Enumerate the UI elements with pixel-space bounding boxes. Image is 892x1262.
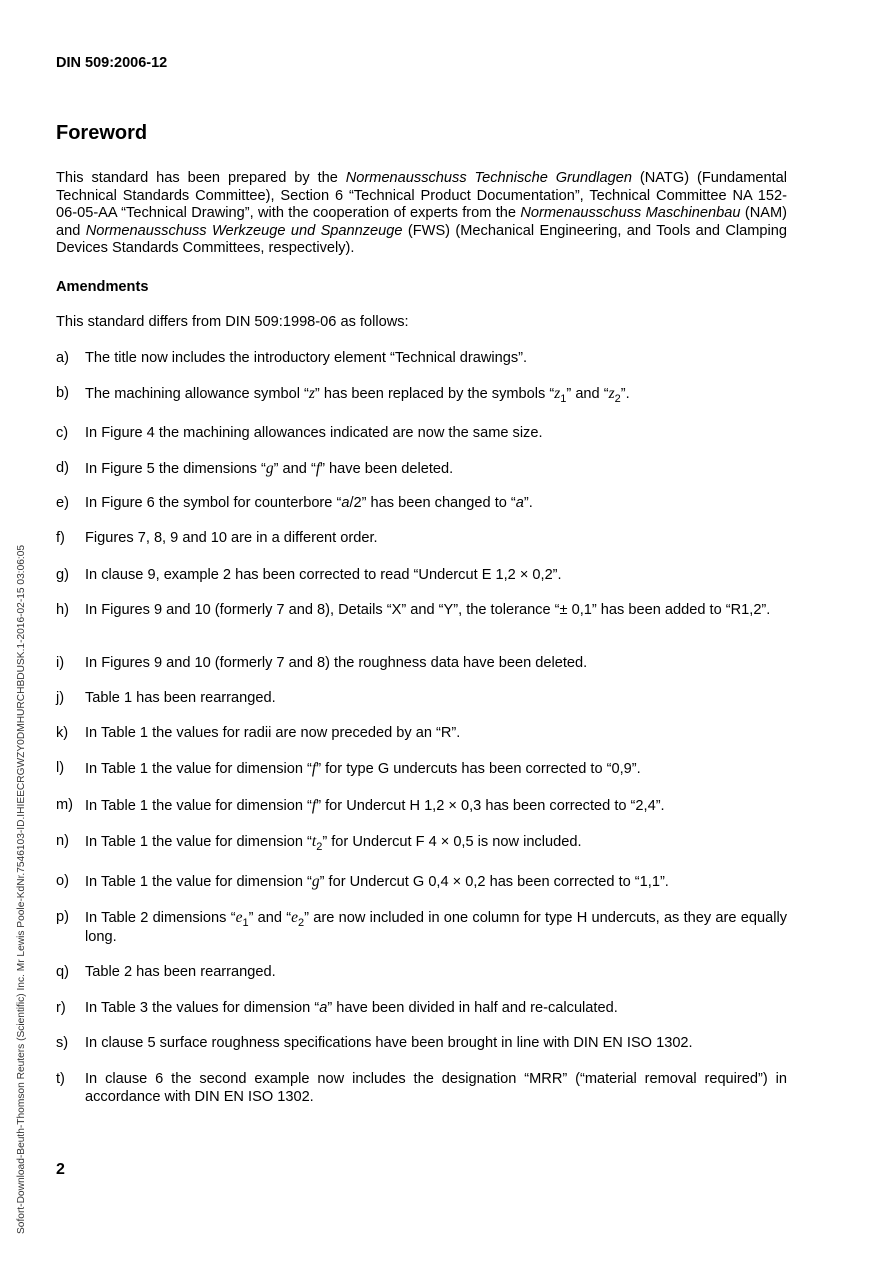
foreword-heading: Foreword [56,122,148,144]
amendment-text [85,797,787,816]
text-run: ” for type G undercuts has been corrected to “0,9”. [316,761,641,777]
amendment-letter: k) [56,725,69,741]
text-run: In Table 1 the value for dimension “ [85,798,312,814]
amendment-item [56,760,787,779]
text-run: ” and “ [566,386,609,402]
amendment-text [85,425,787,443]
math-symbol: z [608,385,615,402]
math-symbol: f [311,760,317,777]
text-run: In clause 6 the second example now includes the designation “MRR” (“material removal required”) in accordance with DIN EN ISO 1302. [85,1071,787,1105]
italic-text: a [341,495,350,511]
text-run: (NAM) and [56,205,787,239]
text-run: ” have been divided in half and re-calculated. [327,1000,618,1016]
text-run: Figures 7, 8, 9 and 10 are in a different order. [85,530,378,546]
page-number: 2 [56,1161,65,1178]
text-run: In Table 3 the values for dimension “ [85,1000,320,1016]
amendment-letter: j) [56,690,65,706]
amendment-item [56,725,787,743]
subscript: 2 [316,841,323,853]
text-run: In Table 1 the value for dimension “ [85,834,312,850]
amendment-text [85,655,787,673]
text-run: (NATG) (Fundamental Technical Standards Committee), Section 6 “Technical Product Documentation”, Technical Committee NA 152-06-05-AA “Technical Drawing”, with the cooperation of experts from the [56,170,787,222]
amendment-letter: a) [56,350,69,366]
foreword-paragraph [56,170,787,258]
text-run: ” for Undercut H 1,2 × 0,3 has been corrected to “2,4”. [316,798,665,814]
amendment-text [85,833,787,853]
math-symbol: f [315,460,321,477]
subscript: 1 [560,393,567,405]
amendment-letter: s) [56,1035,69,1051]
amendment-item [56,567,787,585]
amendment-letter: f) [56,530,65,546]
math-symbol: e [235,909,243,926]
text-run: This standard has been prepared by the [56,170,346,186]
amendment-text [85,1035,787,1053]
amendment-text [85,530,787,548]
text-run: In Figure 5 the dimensions “ [85,461,266,477]
amendment-item [56,873,787,892]
amendment-letter: b) [56,385,69,401]
amendment-item [56,350,787,368]
text-run: In Table 1 the values for radii are now preceded by an “R”. [85,725,461,741]
amendment-item [56,1000,787,1018]
amendment-letter: d) [56,460,69,476]
amendment-text [85,385,787,405]
text-run: ” has been replaced by the symbols “ [314,386,555,402]
text-run: In Table 1 the value for dimension “ [85,761,312,777]
italic-text: Normenausschuss Technische Grundlagen [345,170,632,186]
text-run: ” for Undercut G 0,4 × 0,2 has been corrected to “1,1”. [319,874,669,890]
text-run: In clause 5 surface roughness specifications have been brought in line with DIN EN ISO 1302. [85,1035,693,1051]
subscript: 2 [298,917,305,929]
text-run: In Figure 4 the machining allowances indicated are now the same size. [85,425,543,441]
text-run: /2” has been changed to “ [349,495,516,511]
amendment-text [85,602,787,620]
text-run: ” and “ [273,461,316,477]
math-symbol: z [554,385,561,402]
text-run: In Figure 6 the symbol for counterbore “ [85,495,342,511]
text-run: (FWS) (Mechanical Engineering, and Tools and Clamping Devices Standards Committees, respectively). [56,222,788,257]
text-run: ”. [620,386,630,402]
amendment-item [56,602,787,620]
text-run: In Table 2 dimensions “ [85,910,236,926]
amendment-letter: r) [56,1000,66,1016]
amendment-item [56,495,787,513]
text-run: The title now includes the introductory element “Technical drawings”. [85,350,528,366]
amendment-text [85,760,787,779]
text-run: Table 2 has been rearranged. [85,964,276,980]
text-run: ”. [523,495,533,511]
amendment-item [56,1071,787,1106]
italic-text: Normenausschuss Maschinenbau [520,205,741,222]
amendment-letter: q) [56,964,69,980]
amendment-item [56,530,787,548]
amendment-text [85,350,787,368]
math-symbol: e [291,909,299,926]
math-symbol: t [311,833,317,850]
math-symbol: g [265,460,274,477]
amendment-item [56,1035,787,1053]
amendment-letter: n) [56,833,69,849]
amendment-letter: h) [56,602,69,618]
amendment-text [85,495,787,513]
amendments-heading: Amendments [56,279,149,295]
math-symbol: f [311,797,317,814]
text-run: In Figures 9 and 10 (formerly 7 and 8), Details “X” and “Y”, the tolerance “± 0,1” has been added to “R1,2”. [85,602,771,618]
amendment-item [56,690,787,708]
amendment-item [56,833,787,853]
amendment-text [85,460,787,479]
text-run: ” are now included in one column for type H undercuts, as they are equally long. [85,910,787,945]
math-symbol: z [308,385,315,402]
amendment-text [85,1071,787,1106]
text-run: ” for Undercut F 4 × 0,5 is now included. [322,834,582,850]
amendment-text [85,1000,787,1018]
amendment-item [56,425,787,443]
italic-text: a [515,495,524,511]
subscript: 1 [242,917,249,929]
download-watermark: Sofort-Download-Beuth-Thomson Reuters (Scientific) Inc. Mr Lewis Poole-KdNr.7546103-ID.IHIEECRGWZY0DMHURCHBDUSK.1-2016-02-15 03:06:05 [16,544,27,1234]
amendment-letter: m) [56,797,74,813]
text-run: In Figures 9 and 10 (formerly 7 and 8) the roughness data have been deleted. [85,655,588,671]
italic-text: Normenausschuss Werkzeuge und Spannzeuge [85,222,403,239]
amendment-letter: l) [56,760,65,776]
amendment-letter: i) [56,655,65,671]
amendment-letter: t) [56,1071,65,1087]
amendment-text [85,690,787,708]
amendment-item [56,655,787,673]
amendment-text [85,909,787,946]
text-run: In clause 9, example 2 has been corrected to read “Undercut E 1,2 × 0,2”. [85,567,562,583]
math-symbol: g [311,873,320,890]
amendment-item [56,385,787,405]
amendment-text [85,873,787,892]
amendment-item [56,909,787,946]
amendment-item [56,797,787,816]
document-id: DIN 509:2006-12 [56,55,168,71]
text-run: ” and “ [248,910,292,926]
amendment-text [85,725,787,743]
subscript: 2 [614,393,621,405]
text-run: ” have been deleted. [320,461,454,477]
amendment-letter: c) [56,425,69,441]
amendment-letter: g) [56,567,69,583]
text-run: Table 1 has been rearranged. [85,690,276,706]
amendment-letter: o) [56,873,69,889]
amendment-letter: e) [56,495,69,511]
amendment-text [85,567,787,585]
amendments-lead: This standard differs from DIN 509:1998-06 as follows: [56,314,409,330]
text-run: The machining allowance symbol “ [85,386,309,402]
amendment-letter: p) [56,909,69,925]
amendment-item [56,460,787,479]
text-run: In Table 1 the value for dimension “ [85,874,312,890]
italic-text: a [319,1000,328,1016]
amendment-text [85,964,787,982]
amendment-item [56,964,787,982]
